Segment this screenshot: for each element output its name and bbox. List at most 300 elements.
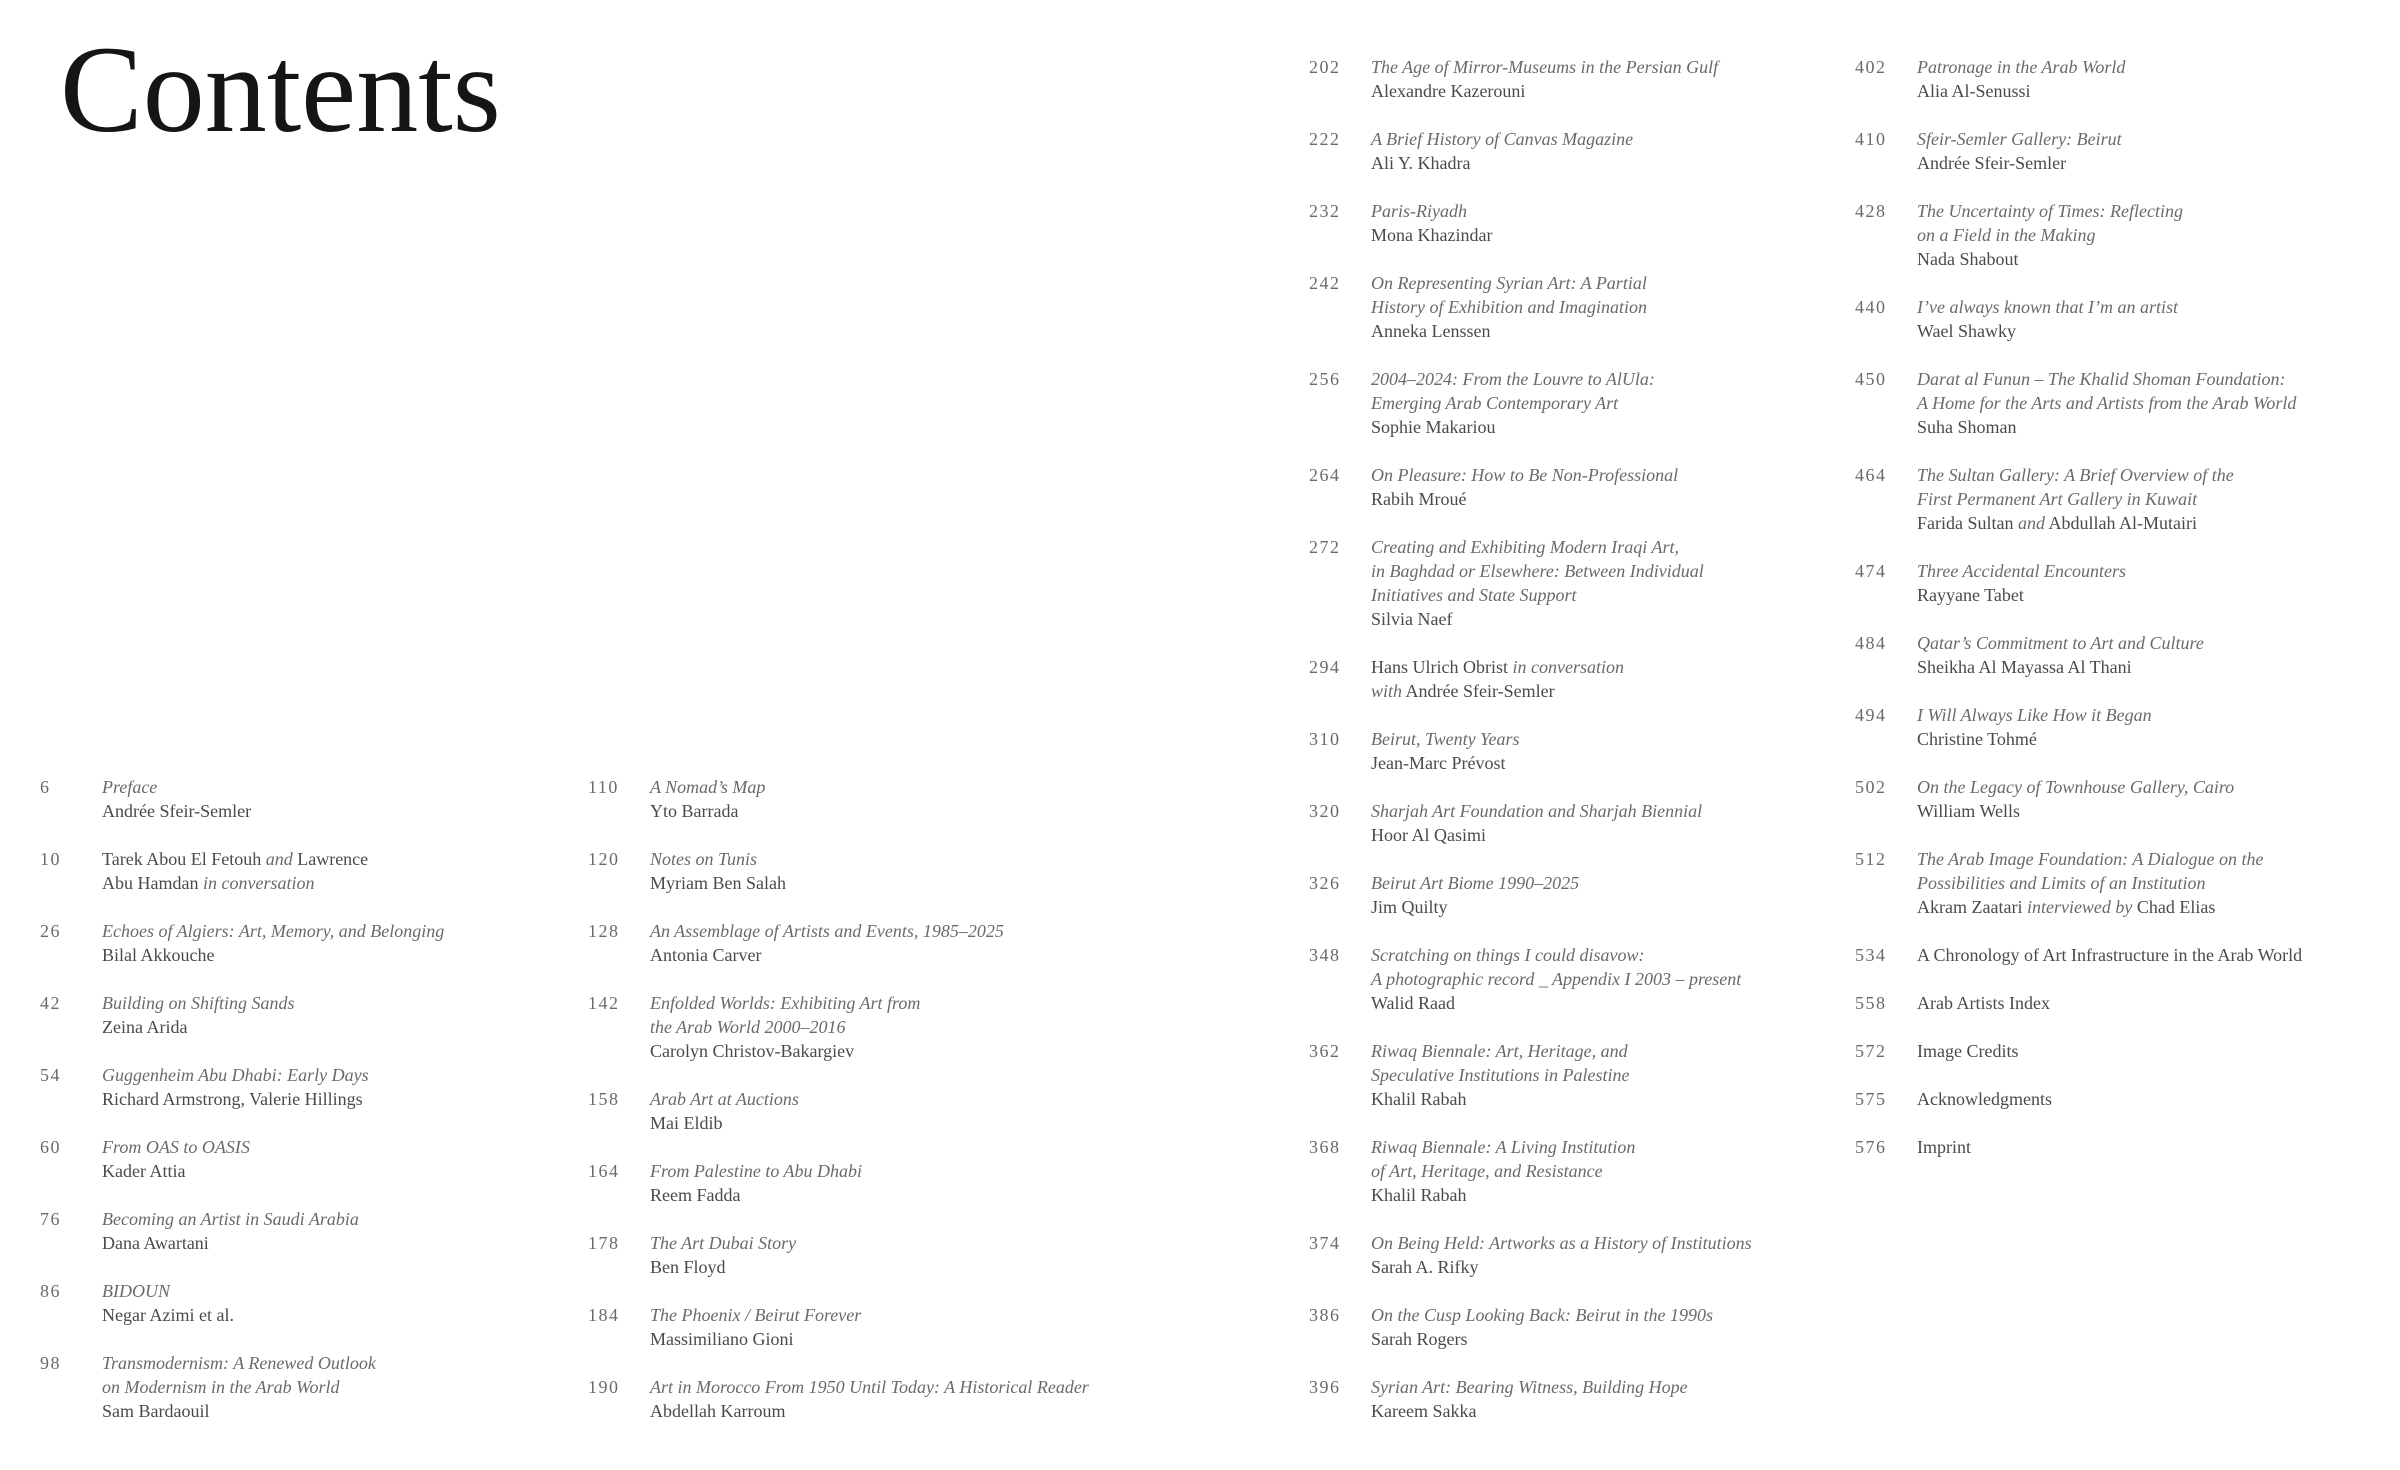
toc-page-number: 142 xyxy=(588,993,620,1013)
toc-line xyxy=(1371,967,1931,991)
toc-line xyxy=(1371,151,1931,175)
toc-title-text: and xyxy=(2018,513,2045,533)
toc-author-text: Dana Awartani xyxy=(102,1233,209,1253)
toc-title-text: in conversation xyxy=(1512,657,1624,677)
toc-entry-text xyxy=(650,1231,1210,1279)
toc-line xyxy=(650,1231,1210,1255)
toc-line xyxy=(1917,1087,2400,1111)
toc-author-text: Alexandre Kazerouni xyxy=(1371,81,1526,101)
toc-line xyxy=(650,1303,1210,1327)
toc-page-number: 86 xyxy=(40,1281,61,1301)
toc-line xyxy=(650,871,1210,895)
toc-line xyxy=(1371,463,1931,487)
toc-author-text: Wael Shawky xyxy=(1917,321,2017,341)
toc-page-number: 362 xyxy=(1309,1041,1341,1061)
toc-line xyxy=(650,943,1210,967)
toc-title-text: I Will Always Like How it Began xyxy=(1917,705,2152,725)
toc-author-text: Silvia Naef xyxy=(1371,609,1453,629)
toc-title-text: Speculative Institutions in Palestine xyxy=(1371,1065,1630,1085)
toc-title-text: Patronage in the Arab World xyxy=(1917,57,2126,77)
toc-author-text: Kader Attia xyxy=(102,1161,186,1181)
toc-line xyxy=(1917,55,2400,79)
page-title: Contents xyxy=(60,21,501,158)
toc-author-text: Kareem Sakka xyxy=(1371,1401,1477,1421)
toc-entry-text xyxy=(650,1375,1210,1423)
toc-line xyxy=(650,1159,1210,1183)
toc-author-text: Abdellah Karroum xyxy=(650,1401,786,1421)
toc-author-text: Hans Ulrich Obrist xyxy=(1371,657,1513,677)
toc-entry-text xyxy=(1371,127,1931,175)
toc-title-text: Sfeir-Semler Gallery: Beirut xyxy=(1917,129,2122,149)
toc-title-text: Darat al Funun – The Khalid Shoman Foundation: xyxy=(1917,369,2286,389)
toc-page-number: 320 xyxy=(1309,801,1341,821)
toc-entry-text xyxy=(1371,271,1931,343)
toc-entry-text xyxy=(1371,1039,1931,1111)
toc-entry-text xyxy=(1917,55,2400,103)
toc-line xyxy=(1917,991,2400,1015)
toc-entry-text xyxy=(1917,631,2400,679)
toc-title-text: History of Exhibition and Imagination xyxy=(1371,297,1647,317)
toc-line xyxy=(1371,943,1931,967)
toc-page-number: 264 xyxy=(1309,465,1341,485)
toc-author-text: Arab Artists Index xyxy=(1917,993,2050,1013)
toc-title-text: The Sultan Gallery: A Brief Overview of the xyxy=(1917,465,2234,485)
toc-page-number: 464 xyxy=(1855,465,1887,485)
toc-title-text: Guggenheim Abu Dhabi: Early Days xyxy=(102,1065,369,1085)
toc-page-number: 512 xyxy=(1855,849,1887,869)
toc-line xyxy=(1371,1375,1931,1399)
toc-line xyxy=(1371,55,1931,79)
toc-author-text: Alia Al-Senussi xyxy=(1917,81,2031,101)
toc-title-text: on Modernism in the Arab World xyxy=(102,1377,340,1397)
toc-author-text: Nada Shabout xyxy=(1917,249,2019,269)
toc-entry-text xyxy=(1917,559,2400,607)
toc-page-number: 410 xyxy=(1855,129,1887,149)
toc-page-number: 428 xyxy=(1855,201,1887,221)
toc-line xyxy=(102,1351,662,1375)
toc-entry-text xyxy=(102,775,662,823)
toc-entry-text xyxy=(1917,463,2400,535)
toc-line xyxy=(1371,367,1931,391)
toc-author-text: Negar Azimi et al. xyxy=(102,1305,234,1325)
toc-author-text: Andrée Sfeir-Semler xyxy=(1917,153,2067,173)
toc-title-text: On Pleasure: How to Be Non-Professional xyxy=(1371,465,1679,485)
toc-line xyxy=(1371,679,1931,703)
toc-line xyxy=(1917,127,2400,151)
toc-page-number: 484 xyxy=(1855,633,1887,653)
toc-page-number: 294 xyxy=(1309,657,1341,677)
toc-page-number: 534 xyxy=(1855,945,1887,965)
toc-title-text: The Phoenix / Beirut Forever xyxy=(650,1305,862,1325)
toc-page-number: 60 xyxy=(40,1137,61,1157)
toc-line xyxy=(650,799,1210,823)
toc-author-text: Mona Khazindar xyxy=(1371,225,1493,245)
toc-entry-text xyxy=(650,919,1210,967)
toc-title-text: Enfolded Worlds: Exhibiting Art from xyxy=(650,993,921,1013)
toc-line xyxy=(1917,847,2400,871)
toc-line xyxy=(1917,559,2400,583)
toc-line xyxy=(1917,415,2400,439)
toc-line xyxy=(650,1255,1210,1279)
toc-title-text: The Art Dubai Story xyxy=(650,1233,797,1253)
toc-page-number: 184 xyxy=(588,1305,620,1325)
toc-line xyxy=(1371,823,1931,847)
toc-line xyxy=(102,1399,662,1423)
toc-entry-text xyxy=(102,1207,662,1255)
toc-author-text: Imprint xyxy=(1917,1137,1971,1157)
toc-author-text: Ali Y. Khadra xyxy=(1371,153,1471,173)
toc-line xyxy=(650,1015,1210,1039)
toc-title-text: Echoes of Algiers: Art, Memory, and Belonging xyxy=(102,921,445,941)
toc-title-text: On Being Held: Artworks as a History of Institutions xyxy=(1371,1233,1752,1253)
toc-line xyxy=(1371,1063,1931,1087)
toc-line xyxy=(102,847,662,871)
toc-author-text: Bilal Akkouche xyxy=(102,945,215,965)
toc-title-text: Possibilities and Limits of an Institution xyxy=(1917,873,2206,893)
toc-entry-text xyxy=(1917,295,2400,343)
toc-line xyxy=(102,943,662,967)
toc-author-text: Yto Barrada xyxy=(650,801,739,821)
toc-title-text: I’ve always known that I’m an artist xyxy=(1917,297,2178,317)
toc-page-number: 440 xyxy=(1855,297,1887,317)
toc-author-text: Mai Eldib xyxy=(650,1113,723,1133)
toc-title-text: with xyxy=(1371,681,1403,701)
toc-title-text: BIDOUN xyxy=(102,1281,170,1301)
toc-entry-text xyxy=(102,1135,662,1183)
toc-line xyxy=(1371,727,1931,751)
toc-page-number: 98 xyxy=(40,1353,61,1373)
toc-line xyxy=(1917,463,2400,487)
toc-entry-text xyxy=(650,1087,1210,1135)
toc-title-text: A Brief History of Canvas Magazine xyxy=(1371,129,1634,149)
toc-line xyxy=(1371,751,1931,775)
toc-title-text: Riwaq Biennale: A Living Institution xyxy=(1371,1137,1636,1157)
toc-page-number: 42 xyxy=(40,993,61,1013)
toc-author-text: Suha Shoman xyxy=(1917,417,2017,437)
toc-line xyxy=(1371,1255,1931,1279)
toc-title-text: 2004–2024: From the Louvre to AlUla: xyxy=(1371,369,1655,389)
toc-author-text: Sheikha Al Mayassa Al Thani xyxy=(1917,657,2132,677)
toc-line xyxy=(1371,1183,1931,1207)
toc-page-number: 76 xyxy=(40,1209,61,1229)
toc-title-text: interviewed by xyxy=(2026,897,2133,917)
toc-line xyxy=(1917,799,2400,823)
toc-line xyxy=(650,1375,1210,1399)
toc-line xyxy=(102,1375,662,1399)
toc-author-text: Chad Elias xyxy=(2132,897,2216,917)
toc-entry-text xyxy=(1371,943,1931,1015)
toc-author-text: Antonia Carver xyxy=(650,945,762,965)
toc-title-text: An Assemblage of Artists and Events, 1985–2025 xyxy=(650,921,1004,941)
toc-line xyxy=(1917,775,2400,799)
toc-title-text: The Arab Image Foundation: A Dialogue on the xyxy=(1917,849,2264,869)
toc-entry-text xyxy=(1917,703,2400,751)
toc-title-text: Transmodernism: A Renewed Outlook xyxy=(102,1353,376,1373)
toc-page-number: 54 xyxy=(40,1065,61,1085)
toc-line xyxy=(1917,1135,2400,1159)
toc-page-number: 396 xyxy=(1309,1377,1341,1397)
toc-line xyxy=(102,799,662,823)
toc-page-number: 326 xyxy=(1309,873,1341,893)
toc-line xyxy=(1371,1399,1931,1423)
toc-author-text: Andrée Sfeir-Semler xyxy=(102,801,252,821)
toc-entry-text xyxy=(102,919,662,967)
toc-entry-text xyxy=(1917,199,2400,271)
toc-page-number: 158 xyxy=(588,1089,620,1109)
toc-entry-text xyxy=(1917,991,2400,1015)
toc-entry-text xyxy=(1371,367,1931,439)
toc-line xyxy=(1371,895,1931,919)
toc-line xyxy=(1371,1087,1931,1111)
toc-author-text: Jim Quilty xyxy=(1371,897,1448,917)
toc-page-number: 402 xyxy=(1855,57,1887,77)
toc-line xyxy=(650,1327,1210,1351)
toc-author-text: Jean-Marc Prévost xyxy=(1371,753,1506,773)
toc-line xyxy=(1371,319,1931,343)
toc-line xyxy=(102,1087,662,1111)
toc-page-number: 576 xyxy=(1855,1137,1887,1157)
toc-title-text: Beirut, Twenty Years xyxy=(1371,729,1520,749)
toc-entry-text xyxy=(1371,871,1931,919)
toc-line xyxy=(1371,607,1931,631)
toc-page-number: 232 xyxy=(1309,201,1341,221)
toc-title-text: Qatar’s Commitment to Art and Culture xyxy=(1917,633,2204,653)
toc-title-text: Becoming an Artist in Saudi Arabia xyxy=(102,1209,359,1229)
toc-author-text: Akram Zaatari xyxy=(1917,897,2027,917)
toc-title-text: Notes on Tunis xyxy=(650,849,758,869)
toc-author-text: Farida Sultan xyxy=(1917,513,2018,533)
toc-line xyxy=(1917,295,2400,319)
toc-author-text: Ben Floyd xyxy=(650,1257,726,1277)
toc-title-text: Emerging Arab Contemporary Art xyxy=(1371,393,1619,413)
toc-entry-text xyxy=(1371,1231,1931,1279)
toc-page-number: 6 xyxy=(40,777,51,797)
toc-author-text: Andrée Sfeir-Semler xyxy=(1402,681,1555,701)
toc-author-text: Reem Fadda xyxy=(650,1185,741,1205)
toc-title-text: The Uncertainty of Times: Reflecting xyxy=(1917,201,2183,221)
toc-entry-text xyxy=(102,847,662,895)
toc-entry-text xyxy=(102,1279,662,1327)
toc-line xyxy=(1371,1135,1931,1159)
toc-line xyxy=(1371,799,1931,823)
toc-line xyxy=(1917,871,2400,895)
toc-entry-text xyxy=(102,1351,662,1423)
toc-entry-text xyxy=(1917,775,2400,823)
toc-line xyxy=(1371,583,1931,607)
toc-line xyxy=(102,919,662,943)
toc-line xyxy=(102,1231,662,1255)
toc-page-number: 178 xyxy=(588,1233,620,1253)
toc-line xyxy=(1371,1231,1931,1255)
toc-entry-text xyxy=(1371,199,1931,247)
toc-line xyxy=(1371,271,1931,295)
toc-line xyxy=(650,919,1210,943)
toc-title-text: Sharjah Art Foundation and Sharjah Biennial xyxy=(1371,801,1703,821)
toc-line xyxy=(1917,199,2400,223)
toc-entry-text xyxy=(1371,55,1931,103)
toc-page-number: 10 xyxy=(40,849,61,869)
toc-line xyxy=(1917,895,2400,919)
toc-line xyxy=(1371,79,1931,103)
toc-line xyxy=(650,1111,1210,1135)
toc-author-text: Carolyn Christov-Bakargiev xyxy=(650,1041,855,1061)
toc-author-text: Walid Raad xyxy=(1371,993,1456,1013)
toc-entry-text xyxy=(650,847,1210,895)
toc-author-text: Abu Hamdan xyxy=(102,873,203,893)
toc-entry-text xyxy=(1917,943,2400,967)
toc-line xyxy=(650,1399,1210,1423)
toc-line xyxy=(1917,655,2400,679)
toc-line xyxy=(1917,319,2400,343)
toc-author-text: Anneka Lenssen xyxy=(1371,321,1491,341)
toc-page-number: 386 xyxy=(1309,1305,1341,1325)
toc-line xyxy=(1371,991,1931,1015)
toc-page-number: 242 xyxy=(1309,273,1341,293)
toc-page-number: 202 xyxy=(1309,57,1341,77)
toc-line xyxy=(650,991,1210,1015)
toc-title-text: From OAS to OASIS xyxy=(102,1137,250,1157)
toc-line xyxy=(102,1135,662,1159)
toc-entry-text xyxy=(1917,367,2400,439)
toc-entry-text xyxy=(1371,1303,1931,1351)
toc-entry-text xyxy=(102,991,662,1039)
toc-title-text: A Nomad’s Map xyxy=(650,777,766,797)
toc-line xyxy=(1917,1039,2400,1063)
toc-line xyxy=(1371,1159,1931,1183)
toc-title-text: The Age of Mirror-Museums in the Persian Gulf xyxy=(1371,57,1719,77)
toc-title-text: Syrian Art: Bearing Witness, Building Hope xyxy=(1371,1377,1688,1397)
toc-entry-text xyxy=(650,991,1210,1063)
toc-author-text: Sarah Rogers xyxy=(1371,1329,1468,1349)
toc-page-number: 572 xyxy=(1855,1041,1887,1061)
toc-page-number: 474 xyxy=(1855,561,1887,581)
toc-title-text: On the Cusp Looking Back: Beirut in the 1990s xyxy=(1371,1305,1713,1325)
toc-author-text: Richard Armstrong, Valerie Hillings xyxy=(102,1089,363,1109)
toc-title-text: Art in Morocco From 1950 Until Today: A Historical Reader xyxy=(650,1377,1089,1397)
toc-entry-text xyxy=(1917,127,2400,175)
toc-line xyxy=(1917,727,2400,751)
toc-page-number: 374 xyxy=(1309,1233,1341,1253)
toc-entry-text xyxy=(1917,1135,2400,1159)
toc-entry-text xyxy=(650,1303,1210,1351)
toc-line xyxy=(650,775,1210,799)
toc-line xyxy=(102,1063,662,1087)
toc-author-text: Massimiliano Gioni xyxy=(650,1329,794,1349)
toc-entry-text xyxy=(1371,799,1931,847)
toc-line xyxy=(650,847,1210,871)
toc-title-text: Three Accidental Encounters xyxy=(1917,561,2126,581)
toc-page-number: 26 xyxy=(40,921,61,941)
toc-line xyxy=(1371,223,1931,247)
toc-line xyxy=(1371,871,1931,895)
toc-page-number: 128 xyxy=(588,921,620,941)
toc-line xyxy=(1917,223,2400,247)
toc-line xyxy=(1917,943,2400,967)
toc-page-number: 494 xyxy=(1855,705,1887,725)
toc-line xyxy=(650,1087,1210,1111)
toc-line xyxy=(650,1039,1210,1063)
toc-title-text: Arab Art at Auctions xyxy=(650,1089,799,1109)
toc-line xyxy=(1917,151,2400,175)
toc-author-text: Lawrence xyxy=(292,849,369,869)
toc-page-number: 368 xyxy=(1309,1137,1341,1157)
toc-line xyxy=(102,775,662,799)
toc-page-number: 575 xyxy=(1855,1089,1887,1109)
toc-line xyxy=(102,1207,662,1231)
toc-entry-text xyxy=(650,775,1210,823)
toc-line xyxy=(1371,295,1931,319)
toc-line xyxy=(1917,583,2400,607)
toc-author-text: William Wells xyxy=(1917,801,2020,821)
toc-title-text: in Baghdad or Elsewhere: Between Individual xyxy=(1371,561,1704,581)
toc-page-number: 256 xyxy=(1309,369,1341,389)
toc-title-text: the Arab World 2000–2016 xyxy=(650,1017,846,1037)
toc-title-text: A Home for the Arts and Artists from the Arab World xyxy=(1917,393,2297,413)
toc-title-text: Building on Shifting Sands xyxy=(102,993,295,1013)
toc-line xyxy=(1371,415,1931,439)
toc-line xyxy=(1371,391,1931,415)
toc-author-text: Image Credits xyxy=(1917,1041,2019,1061)
toc-title-text: Preface xyxy=(102,777,158,797)
toc-entry-text xyxy=(102,1063,662,1111)
toc-entry-text xyxy=(1371,655,1931,703)
toc-author-text: Hoor Al Qasimi xyxy=(1371,825,1486,845)
toc-title-text: First Permanent Art Gallery in Kuwait xyxy=(1917,489,2198,509)
toc-line xyxy=(1371,655,1931,679)
toc-title-text: in conversation xyxy=(202,873,315,893)
toc-author-text: Rabih Mroué xyxy=(1371,489,1467,509)
toc-title-text: Paris-Riyadh xyxy=(1371,201,1467,221)
toc-entry-text xyxy=(1371,463,1931,511)
toc-title-text: Beirut Art Biome 1990–2025 xyxy=(1371,873,1580,893)
toc-entry-text xyxy=(1917,1087,2400,1111)
toc-title-text: From Palestine to Abu Dhabi xyxy=(650,1161,862,1181)
toc-author-text: Myriam Ben Salah xyxy=(650,873,786,893)
toc-title-text: of Art, Heritage, and Resistance xyxy=(1371,1161,1603,1181)
toc-line xyxy=(1917,703,2400,727)
toc-entry-text xyxy=(1917,847,2400,919)
toc-entry-text xyxy=(1371,1375,1931,1423)
toc-line xyxy=(1371,1327,1931,1351)
toc-line xyxy=(1371,559,1931,583)
toc-entry-text xyxy=(1371,727,1931,775)
toc-page-number: 450 xyxy=(1855,369,1887,389)
toc-author-text: Khalil Rabah xyxy=(1371,1185,1467,1205)
toc-page-number: 558 xyxy=(1855,993,1887,1013)
toc-line xyxy=(1917,79,2400,103)
toc-line xyxy=(1371,199,1931,223)
toc-title-text: On Representing Syrian Art: A Partial xyxy=(1371,273,1647,293)
toc-page-number: 110 xyxy=(588,777,619,797)
toc-page-number: 310 xyxy=(1309,729,1341,749)
toc-author-text: Sophie Makariou xyxy=(1371,417,1496,437)
toc-title-text: Creating and Exhibiting Modern Iraqi Art, xyxy=(1371,537,1679,557)
toc-author-text: Christine Tohmé xyxy=(1917,729,2037,749)
toc-page-number: 222 xyxy=(1309,129,1341,149)
toc-title-text: on a Field in the Making xyxy=(1917,225,2096,245)
toc-page-number: 502 xyxy=(1855,777,1887,797)
toc-line xyxy=(1917,511,2400,535)
toc-page-number: 120 xyxy=(588,849,620,869)
toc-line xyxy=(1917,367,2400,391)
toc-line xyxy=(1917,487,2400,511)
toc-author-text: Acknowledgments xyxy=(1917,1089,2052,1109)
toc-entry-text xyxy=(1371,1135,1931,1207)
toc-line xyxy=(1371,535,1931,559)
toc-line xyxy=(1917,391,2400,415)
toc-entry-text xyxy=(1371,535,1931,631)
toc-author-text: Abdullah Al-Mutairi xyxy=(2045,513,2197,533)
